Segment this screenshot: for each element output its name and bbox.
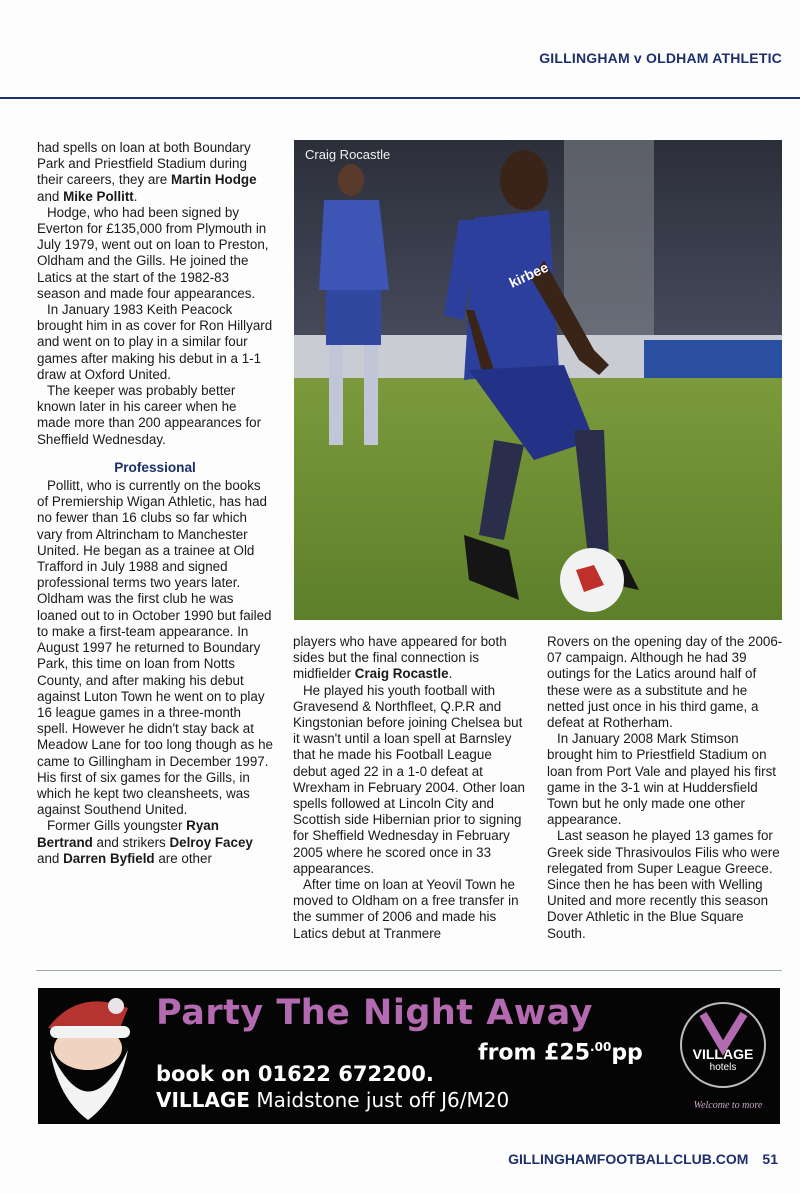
logo-subtitle: hotels	[709, 1062, 737, 1073]
santa-icon	[38, 988, 148, 1124]
footer-site[interactable]: GILLINGHAMFOOTBALLCLUB.COM	[508, 1151, 749, 1167]
text: are other	[154, 850, 212, 866]
paragraph	[37, 818, 273, 867]
logo-tagline: Welcome to more	[693, 1100, 763, 1111]
text: .	[133, 188, 138, 204]
price-unit: pp	[611, 1040, 643, 1066]
paragraph: Pollitt, who is currently on the books of Premiership Wigan Athletic, has had no fewer than 16 clubs so far which vary from Altrincham to Manchester United. He began as a trainee at Old Trafford in July 1988 and signed professional terms two years later. Oldham was the first club he was loaned out to in October 1990 but failed to make a first-team appearance. In August 1997 he returned to Boundary Park, this time on loan from Notts County, and after making his debut against Luton Town he went on to play 16 league games in a three-month spell. However he didn't stay back at Meadow Lane for too long though as he came to Gillingham in December 1997. His first of six games for the Gills, in which he kept two cleansheets, was against Southend United.	[37, 478, 273, 818]
paragraph: Hodge, who had been signed by Everton for £135,000 from Plymouth in July 1979, went out on loan to Preston, Oldham and the Gills. He joined the Latics at the start of the 1982-83 season and made four appearances.	[37, 204, 269, 301]
village-name: VILLAGE	[156, 1088, 250, 1112]
price-from: from £25	[478, 1040, 591, 1066]
logo-name: VILLAGE	[692, 1046, 754, 1062]
photo-illustration	[294, 140, 782, 620]
paragraph: In January 2008 Mark Stimson brought him to Priestfield Stadium on loan from Port Vale and played his first game in the 3-1 win at Huddersfield Town but he only made one other appearance.	[547, 731, 776, 828]
paragraph	[37, 140, 273, 205]
text: and	[37, 188, 64, 204]
advert-location	[156, 1088, 509, 1112]
paragraph	[293, 634, 525, 683]
section-subhead: Professional	[114, 459, 196, 475]
page-footer	[508, 1151, 778, 1167]
text-column-3	[547, 634, 783, 942]
advert-banner[interactable]	[38, 988, 780, 1124]
text-column-1	[37, 140, 273, 867]
header-rule	[0, 97, 800, 99]
location-text: Maidstone just off J6/M20	[249, 1088, 510, 1112]
paragraph: Last season he played 13 games for Greek side Thrasivoulos Filis who were relegated from Super League Greece. Since then he has been with Welling United and more recently this season Dover Athletic in the Blue Square South.	[547, 828, 780, 941]
paragraph: In January 1983 Keith Peacock brought him in as cover for Ron Hillyard and went on to play in a similar four games after making his debut in a 1-1 draw at Oxford United.	[37, 302, 273, 382]
advert-phone: book on 01622 672200.	[156, 1062, 434, 1086]
text-column-2	[293, 634, 525, 942]
player-name: Darren Byfield	[63, 850, 155, 866]
player-name: Craig Rocastle	[354, 666, 449, 682]
advert-price	[478, 1040, 643, 1065]
player-name: Martin Hodge	[170, 172, 257, 188]
price-pence: .00	[590, 1040, 612, 1054]
text: and	[37, 850, 64, 866]
text: players who have appeared for both sides but the final connection is midfielder	[293, 634, 507, 682]
advert-headline: Party The Night Away	[156, 993, 593, 1033]
player-photo	[294, 140, 782, 620]
paragraph: Rovers on the opening day of the 2006-07 campaign. Although he had 39 outings for the Latics around half of these were as a substitute and he netted just once in his third game, a defeat at Rotherham.	[547, 634, 783, 731]
player-name: Mike Pollitt	[63, 188, 134, 204]
photo-caption: Craig Rocastle	[305, 147, 391, 162]
text: and strikers	[92, 834, 170, 850]
paragraph: He played his youth football with Gravesend & Northfleet, Q.P.R and Kingstonian before joining Chelsea but it wasn't until a loan spell at Barnsley that he made his Football League debut aged 22 in a 1-0 defeat at Wrexham in February 2004. Other loan spells followed at Lincoln City and Scottish side Hibernian prior to signing for Sheffield Wednesday in February 2005 where he scored once in 33 appearances.	[293, 682, 525, 876]
page-number: 51	[762, 1151, 778, 1167]
shirt-sponsor-text: kirbee	[506, 258, 551, 291]
player-name: Ryan Bertrand	[37, 818, 219, 850]
bottom-rule	[36, 970, 782, 971]
text: .	[448, 666, 453, 682]
player-name: Delroy Facey	[169, 834, 253, 850]
paragraph: The keeper was probably better known later in his career when he made more than 200 appearances for Sheffield Wednesday.	[37, 383, 262, 447]
text: had spells on loan at both Boundary Park and Priestfield Stadium during their careers, they are	[37, 140, 251, 188]
paragraph: After time on loan at Yeovil Town he moved to Oldham on a free transfer in the summer of 2006 and made his Latics debut at Tranmere	[293, 877, 519, 941]
page-header-title: GILLINGHAM v OLDHAM ATHLETIC	[539, 50, 782, 66]
text: Former Gills youngster	[47, 818, 187, 834]
village-logo-icon	[678, 1000, 768, 1090]
